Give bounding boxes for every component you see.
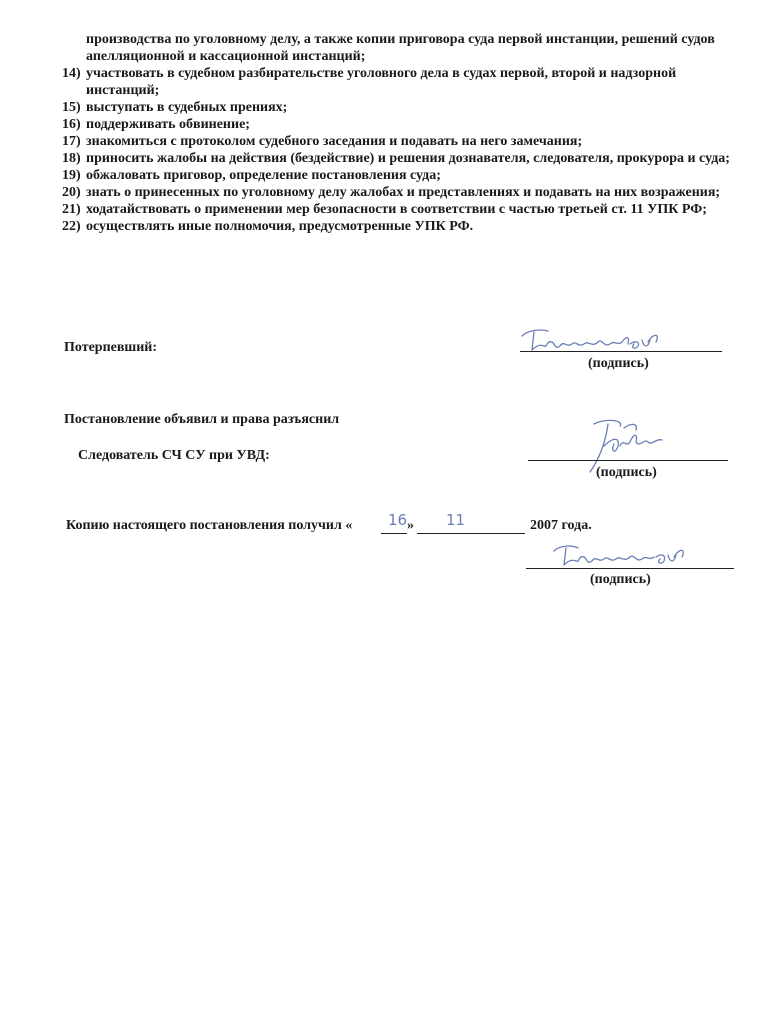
item-text: приносить жалобы на действия (бездействие) и решения дознавателя, следователя, прокурора и суда; <box>86 151 730 166</box>
item-number: 17) <box>62 134 81 149</box>
rights-list <box>62 31 752 235</box>
copy-day: 16 <box>388 511 408 529</box>
victim-label: Потерпевший: <box>64 340 158 355</box>
item-number: 19) <box>62 168 81 183</box>
list-item <box>62 167 752 184</box>
copy-year: 2007 года. <box>530 518 592 533</box>
item-text: знать о принесенных по уголовному делу жалобах и представлениях и подавать на них возражения; <box>86 185 721 200</box>
item-text: поддерживать обвинение; <box>86 117 250 132</box>
item-text: выступать в судебных прениях; <box>86 100 288 115</box>
list-item <box>62 65 752 99</box>
victim-signature-caption: (подпись) <box>588 356 649 371</box>
victim-signature-line <box>520 351 722 352</box>
list-item <box>62 201 752 218</box>
item-text: производства по уголовному делу, а также копии приговора суда первой инстанции, решений судов апелляционной и кассационной инстанций; <box>86 32 715 64</box>
recipient-signature <box>552 541 692 571</box>
recipient-signature-caption: (подпись) <box>590 572 651 587</box>
copy-month-line <box>417 533 525 534</box>
copy-quote-close: » <box>407 518 414 533</box>
item-text: ходатайствовать о применении мер безопасности в соответствии с частью третьей ст. 11 УПК РФ; <box>86 202 707 217</box>
list-item <box>62 116 752 133</box>
list-item <box>62 99 752 116</box>
list-item <box>62 133 752 150</box>
investigator-signature-caption: (подпись) <box>596 465 657 480</box>
copy-month: 11 <box>446 511 466 529</box>
list-item <box>62 218 752 235</box>
copy-prefix: Копию настоящего постановления получил « <box>66 518 353 533</box>
list-item <box>62 31 752 65</box>
list-item <box>62 150 752 167</box>
item-number: 16) <box>62 117 81 132</box>
victim-signature <box>518 322 668 354</box>
announcement-text: Постановление объявил и права разъяснил <box>64 412 340 427</box>
list-item <box>62 184 752 201</box>
item-number: 20) <box>62 185 81 200</box>
investigator-signature-line <box>528 460 728 461</box>
item-text: знакомиться с протоколом судебного заседания и подавать на него замечания; <box>86 134 583 149</box>
item-number: 22) <box>62 219 81 234</box>
item-number: 21) <box>62 202 81 217</box>
item-number: 18) <box>62 151 81 166</box>
item-number: 15) <box>62 100 81 115</box>
investigator-label: Следователь СЧ СУ при УВД: <box>78 448 270 463</box>
item-text: участвовать в судебном разбирательстве уголовного дела в судах первой, второй и надзорной инстанций; <box>86 66 677 98</box>
item-text: осуществлять иные полномочия, предусмотренные УПК РФ. <box>86 219 474 234</box>
item-number: 14) <box>62 66 81 81</box>
copy-day-line <box>381 533 407 534</box>
recipient-signature-line <box>526 568 734 569</box>
item-number <box>62 31 86 65</box>
item-text: обжаловать приговор, определение постановления суда; <box>86 168 441 183</box>
